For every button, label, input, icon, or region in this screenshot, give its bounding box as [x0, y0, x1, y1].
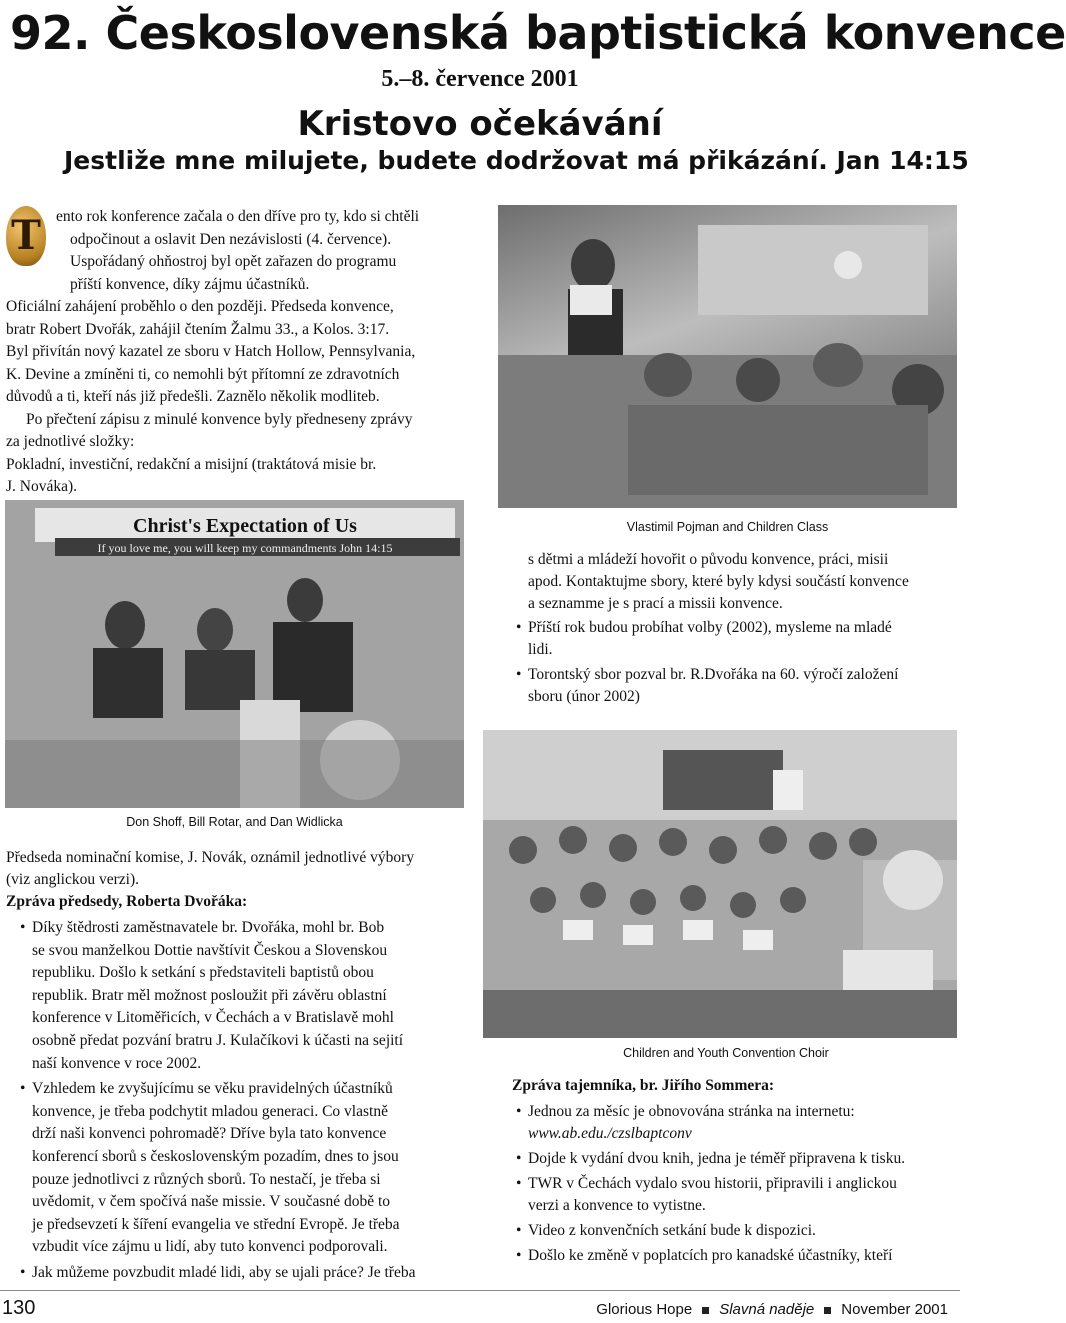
right-bullet-line: • Příští rok budou probíhat volby (2002), mysleme na mladé: [528, 618, 892, 638]
left-bullet-line: naší konvence v roce 2002.: [32, 1054, 202, 1072]
left-bullet-line: republiku. Došlo k setkání s představiteli baptistů obou: [32, 964, 374, 982]
left-bullet-line: konference v Litoměřicích, v Čechách a v Bratislavě mohl: [32, 1009, 394, 1027]
intro-line: bratr Robert Dvořák, zahájil čtením Žalmu 33., a Kolos. 3:17.: [6, 320, 390, 338]
intro-line: J. Nováka).: [6, 478, 78, 495]
publication-name-cz: Slavná naděje: [719, 1301, 815, 1318]
separator-square-icon: [824, 1307, 831, 1314]
left-line: (viz anglickou verzi).: [6, 871, 139, 888]
publication-name: Glorious Hope: [596, 1301, 693, 1318]
photo-officers-caption: Don Shoff, Bill Rotar, and Dan Widlicka: [126, 815, 343, 829]
footer-publication: [596, 1301, 948, 1318]
intro-line: K. Devine a zmíněni ti, co nemohli být přítomní ze zdravotních: [6, 365, 400, 383]
left-bullet-line: republik. Bratr měl možnost posloužit při závěru oblastní: [32, 986, 387, 1004]
left-bullet-line: • Jak můžeme povzbudit mladé lidi, aby se ujali práce? Je třeba: [32, 1263, 415, 1283]
intro-line: Uspořádaný ohňostroj byl opět zařazen do programu: [70, 253, 397, 270]
photo-officers: [5, 500, 464, 808]
separator-square-icon: [702, 1307, 709, 1314]
intro-line: důvodů a ti, kteří nás již předešli. Zaznělo několik modliteb.: [6, 388, 380, 405]
left-bullet-line: se svou manželkou Dottie navštívit Českou a Slovenskou: [32, 941, 388, 959]
intro-line: Po přečtení zápisu z minulé konvence byly předneseny zprávy: [26, 410, 413, 428]
left-bullet-line: konferencí sborů s československým pozadím, dnes to jsou: [32, 1148, 399, 1165]
right-bullet-line: • Dojde k vydání dvou knih, jedna je téměř připravena k tisku.: [528, 1149, 905, 1169]
dropcap-letter: T: [6, 206, 46, 266]
page-footer: [0, 1290, 960, 1323]
right-line: s dětmi a mládeží hovořit o původu konvence, práci, misii: [528, 551, 889, 568]
intro-line: Oficiální zahájení proběhlo o den později. Předseda konvence,: [6, 298, 394, 315]
left-bullet-line: uvědomit, v čem spočívá naše missie. V současné době to: [32, 1193, 391, 1211]
photo-children-class-image: [498, 205, 957, 508]
right-bullet-line: • Jednou za měsíc je obnovována stránka na internetu:: [528, 1102, 855, 1122]
theme-verse: Jestliže mne milujete, budete dodržovat má přikázání. Jan 14:15: [64, 146, 969, 175]
intro-line: Byl přivítán nový kazatel ze sboru v Hatch Hollow, Pennsylvania,: [6, 343, 416, 360]
page-number: 130: [2, 1297, 36, 1319]
left-bullet-line: konvence, je třeba podchytit mladou generaci. Co vlastně: [32, 1102, 388, 1120]
website-link: www.ab.edu./czslbaptconv: [528, 1125, 692, 1142]
intro-line: za jednotlivé složky:: [6, 433, 135, 450]
left-bullet-line: • Vzhledem ke zvyšujícímu se věku pravidelných účastníků: [32, 1079, 393, 1099]
right-bullet-line: • Video z konvenčních setkání bude k dispozici.: [528, 1221, 816, 1241]
right-bullet-line: • Došlo ke změně v poplatcích pro kanadské účastníky, kteří: [528, 1246, 892, 1266]
photo-choir: [483, 730, 957, 1038]
photo-children-class: [498, 205, 957, 508]
intro-line: Pokladní, investiční, redakční a misijní (traktátová misie br.: [6, 455, 377, 473]
left-bullet-line: vzbudit více zájmu u lidí, aby tuto konvenci podporovali.: [32, 1238, 388, 1256]
banner-subtitle: If you love me, you will keep my commandments John 14:15: [97, 541, 393, 555]
left-bullet-line: drží naši konvenci pohromadě? Dříve byla tato konvence: [32, 1125, 387, 1143]
right-line: apod. Kontaktujme sbory, které byly kdysi součástí konvence: [528, 573, 909, 590]
chairman-report-heading: Zpráva předsedy, Roberta Dvořáka:: [6, 893, 248, 910]
convention-theme: Kristovo očekávání: [297, 104, 663, 144]
right-bullet-line: • Torontský sbor pozval br. R.Dvořáka na 60. výročí založení: [528, 665, 898, 685]
right-line: a seznamme je s prací a missii konvence.: [528, 595, 783, 612]
left-line: Předseda nominační komise, J. Novák, oznámil jednotlivé výbory: [6, 849, 415, 866]
photo-choir-image: [483, 730, 957, 1038]
photo-choir-caption: Children and Youth Convention Choir: [623, 1046, 829, 1060]
left-bullet-line: pouze jednotlivci z různých sborů. To nestačí, je třeba si: [32, 1170, 381, 1188]
banner-title: Christ's Expectation of Us: [133, 515, 357, 537]
page-title: 92. Československá baptistická konvence: [10, 6, 1066, 60]
intro-line: odpočinout a oslavit Den nezávislosti (4. července).: [70, 230, 392, 248]
right-bullet-line: • TWR v Čechách vydalo svou historii, připravili i anglickou: [528, 1174, 897, 1194]
issue-date: November 2001: [841, 1301, 948, 1318]
right-bullet-line: sboru (únor 2002): [528, 688, 640, 705]
secretary-report-heading: Zpráva tajemníka, br. Jiřího Sommera:: [512, 1077, 775, 1094]
convention-date: 5.–8. července 2001: [381, 66, 579, 92]
left-bullet-line: • Díky štědrosti zaměstnavatele br. Dvořáka, mohl br. Bob: [32, 918, 384, 938]
photo-children-class-caption: Vlastimil Pojman and Children Class: [626, 520, 829, 534]
right-bullet-line: verzi a konvence to vytistne.: [528, 1197, 706, 1214]
left-bullet-line: osobně předat pozvání bratru J. Kulačíkovi k účasti na sejití: [32, 1032, 404, 1049]
photo-officers-image: [5, 500, 464, 808]
right-bullet-line: lidi.: [528, 641, 553, 658]
left-bullet-line: je předsevzetí k šíření evangelia ve střední Evropě. Je třeba: [32, 1215, 400, 1233]
intro-line: ento rok konference začala o den dříve pro ty, kdo si chtěli: [56, 208, 420, 225]
intro-line: příští konvence, díky zájmu účastníků.: [70, 275, 310, 293]
